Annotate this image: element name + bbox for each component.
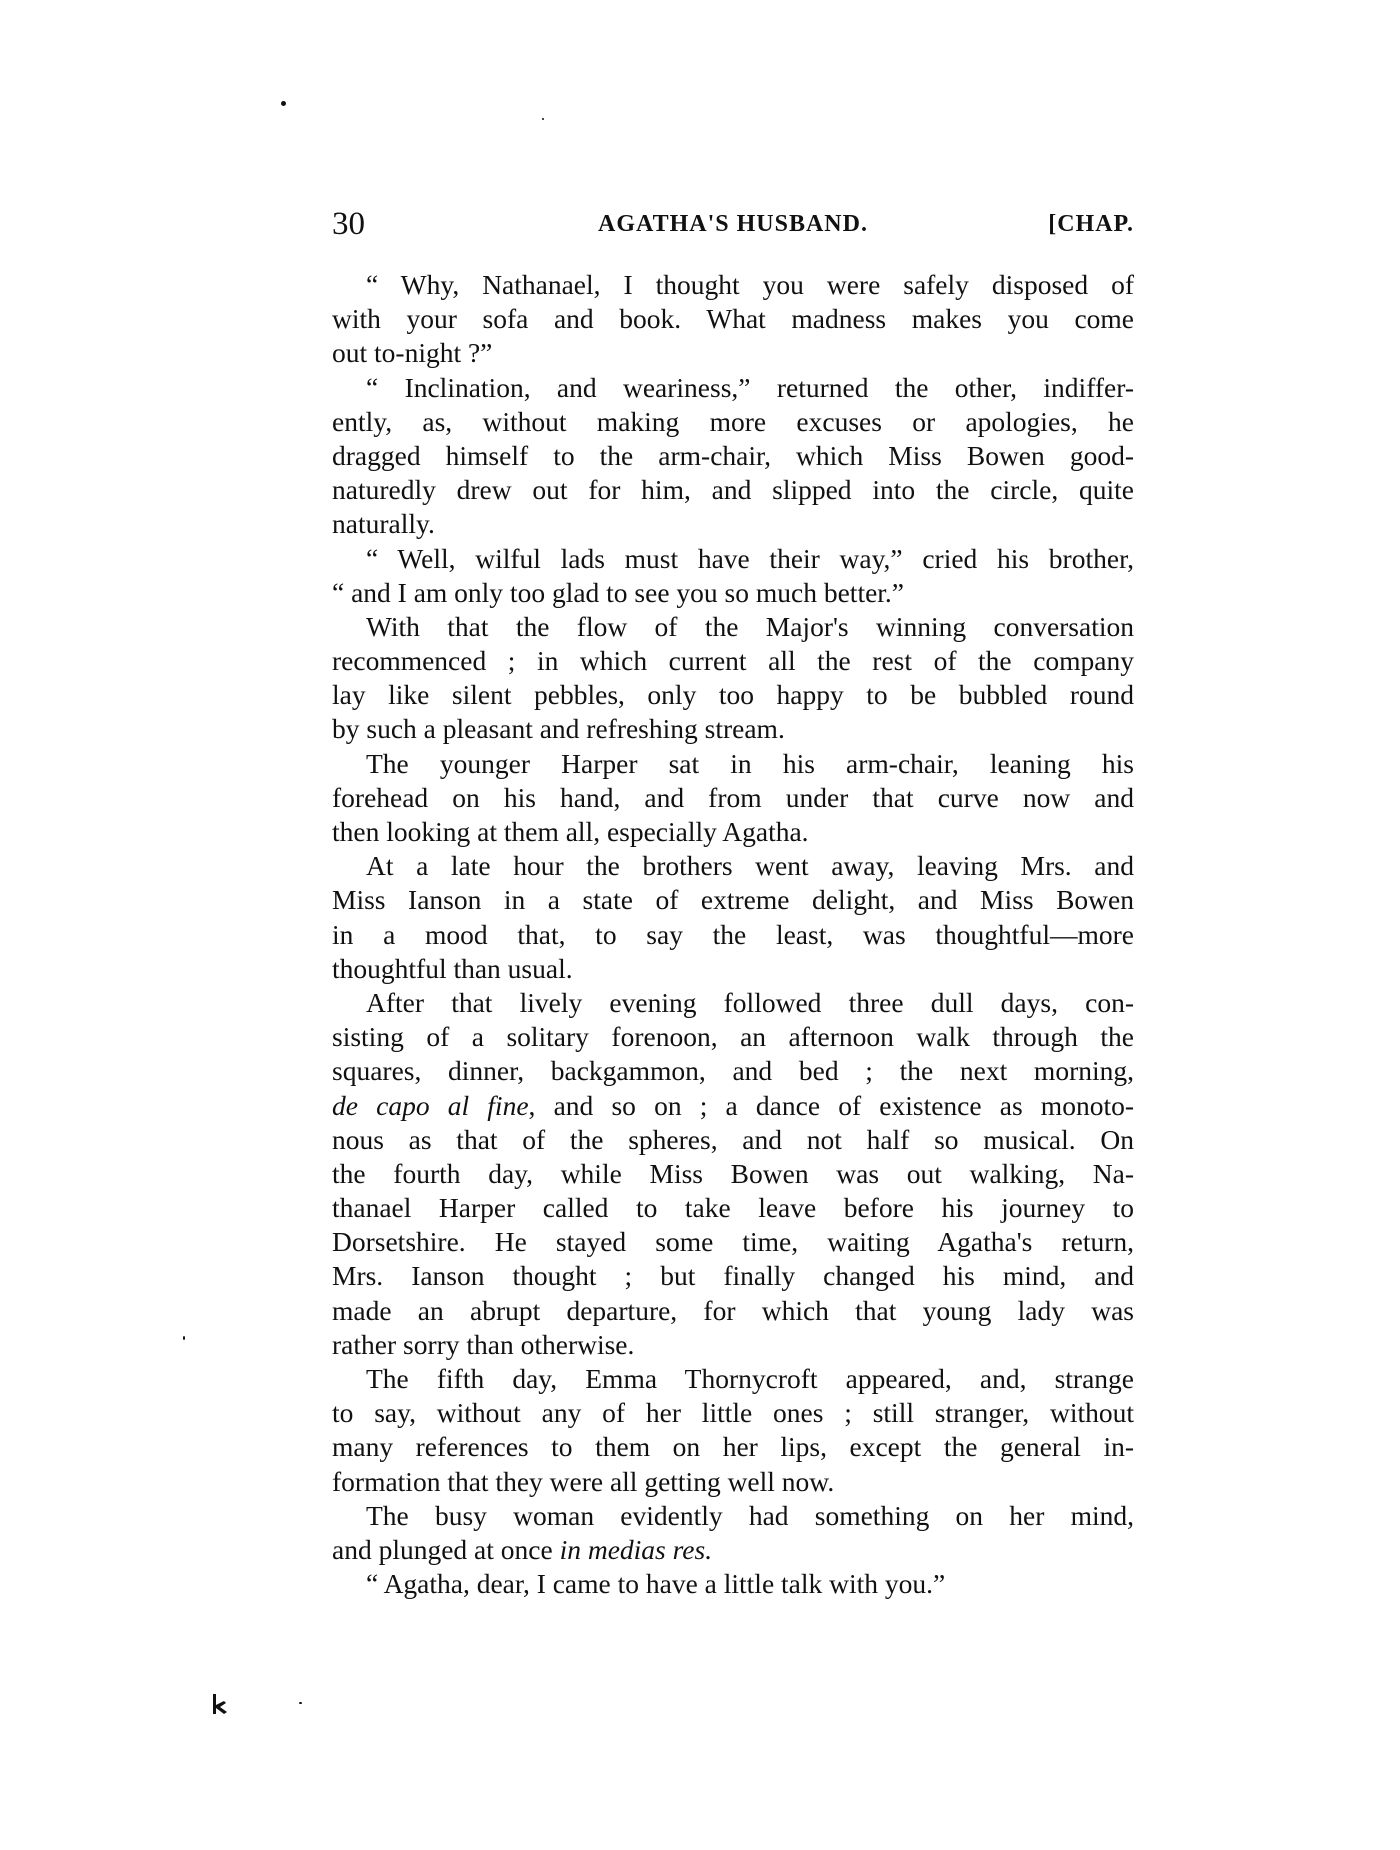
page-header — [332, 200, 1134, 248]
text-line: thanael Harper called to take leave before his journey to — [332, 1192, 1134, 1224]
text-line: After that lively evening followed three dull days, con- — [366, 986, 1134, 1018]
text-line: The busy woman evidently had something on her mind, — [366, 1499, 1134, 1531]
text-line: to say, without any of her little ones ; still stranger, without — [332, 1397, 1134, 1429]
text-line: the fourth day, while Miss Bowen was out walking, Na- — [332, 1157, 1134, 1189]
italic-phrase: de capo al fine — [332, 1089, 529, 1121]
text-line: Mrs. Ianson thought ; but finally changed his mind, and — [332, 1260, 1134, 1292]
italic-phrase: in medias res. — [559, 1533, 713, 1565]
text-line: With that the flow of the Major's winning conversation — [366, 610, 1134, 642]
page-number: 30 — [332, 206, 365, 242]
text-line: sisting of a solitary forenoon, an afternoon walk through the — [332, 1021, 1134, 1053]
text-line: ently, as, without making more excuses or apologies, he — [332, 405, 1134, 437]
body-text — [332, 268, 1134, 1601]
text-line: thoughtful than usual. — [332, 952, 573, 984]
text-line: lay like silent pebbles, only too happy to be bubbled round — [332, 679, 1134, 711]
text-line: Miss Ianson in a state of extreme delight, and Miss Bowen — [332, 884, 1134, 916]
text-line: made an abrupt departure, for which that young lady was — [332, 1294, 1134, 1326]
text-line: The fifth day, Emma Thornycroft appeared, and, strange — [366, 1363, 1134, 1394]
text-line: formation that they were all getting well now. — [332, 1465, 835, 1497]
text-line: squares, dinner, backgammon, and bed ; the next morning, — [332, 1055, 1134, 1087]
printer-mark-icon — [211, 1694, 229, 1714]
text-span: and plunged at once — [332, 1533, 560, 1565]
text-line: rather sorry than otherwise. — [332, 1328, 635, 1360]
print-speck — [183, 1336, 185, 1340]
text-line: many references to them on her lips, except the general in- — [332, 1431, 1134, 1463]
text-line — [332, 1533, 1134, 1567]
chapter-label: [CHAP. — [1048, 211, 1134, 237]
text-line: out to-night ?” — [332, 337, 493, 369]
text-line: naturedly drew out for him, and slipped into the circle, quite — [332, 474, 1134, 506]
text-line: dragged himself to the arm-chair, which Miss Bowen good- — [332, 439, 1134, 471]
text-line: “ Agatha, dear, I came to have a little talk with you.” — [366, 1568, 946, 1600]
print-speck — [299, 1702, 302, 1704]
text-line: The younger Harper sat in his arm-chair, leaning his — [366, 747, 1134, 779]
text-line: nous as that of the spheres, and not half so musical. On — [332, 1123, 1134, 1155]
text-line: “ Well, wilful lads must have their way,” cried his brother, — [366, 542, 1134, 574]
text-line: Dorsetshire. He stayed some time, waiting Agatha's return, — [332, 1226, 1134, 1258]
text-line: then looking at them all, especially Agatha. — [332, 816, 809, 847]
text-line: “ Why, Nathanael, I thought you were safely disposed of — [366, 269, 1134, 300]
text-line: recommenced ; in which current all the rest of the company — [332, 645, 1134, 677]
print-speck — [281, 101, 286, 106]
text-line: with your sofa and book. What madness makes you come — [332, 303, 1134, 335]
text-line: by such a pleasant and refreshing stream. — [332, 713, 785, 745]
text-line — [332, 1089, 1134, 1123]
text-line: “ and I am only too glad to see you so much better.” — [332, 576, 905, 608]
text-line: At a late hour the brothers went away, leaving Mrs. and — [366, 850, 1134, 882]
print-speck — [542, 118, 544, 120]
text-line: naturally. — [332, 508, 435, 540]
text-line: forehead on his hand, and from under that curve now and — [332, 781, 1134, 813]
text-line: in a mood that, to say the least, was thoughtful—more — [332, 918, 1134, 950]
text-span: , and so on ; a dance of existence as monoto- — [528, 1089, 1134, 1121]
running-title: AGATHA'S HUSBAND. — [598, 211, 868, 237]
text-line: “ Inclination, and weariness,” returned the other, indiffer- — [366, 371, 1134, 403]
